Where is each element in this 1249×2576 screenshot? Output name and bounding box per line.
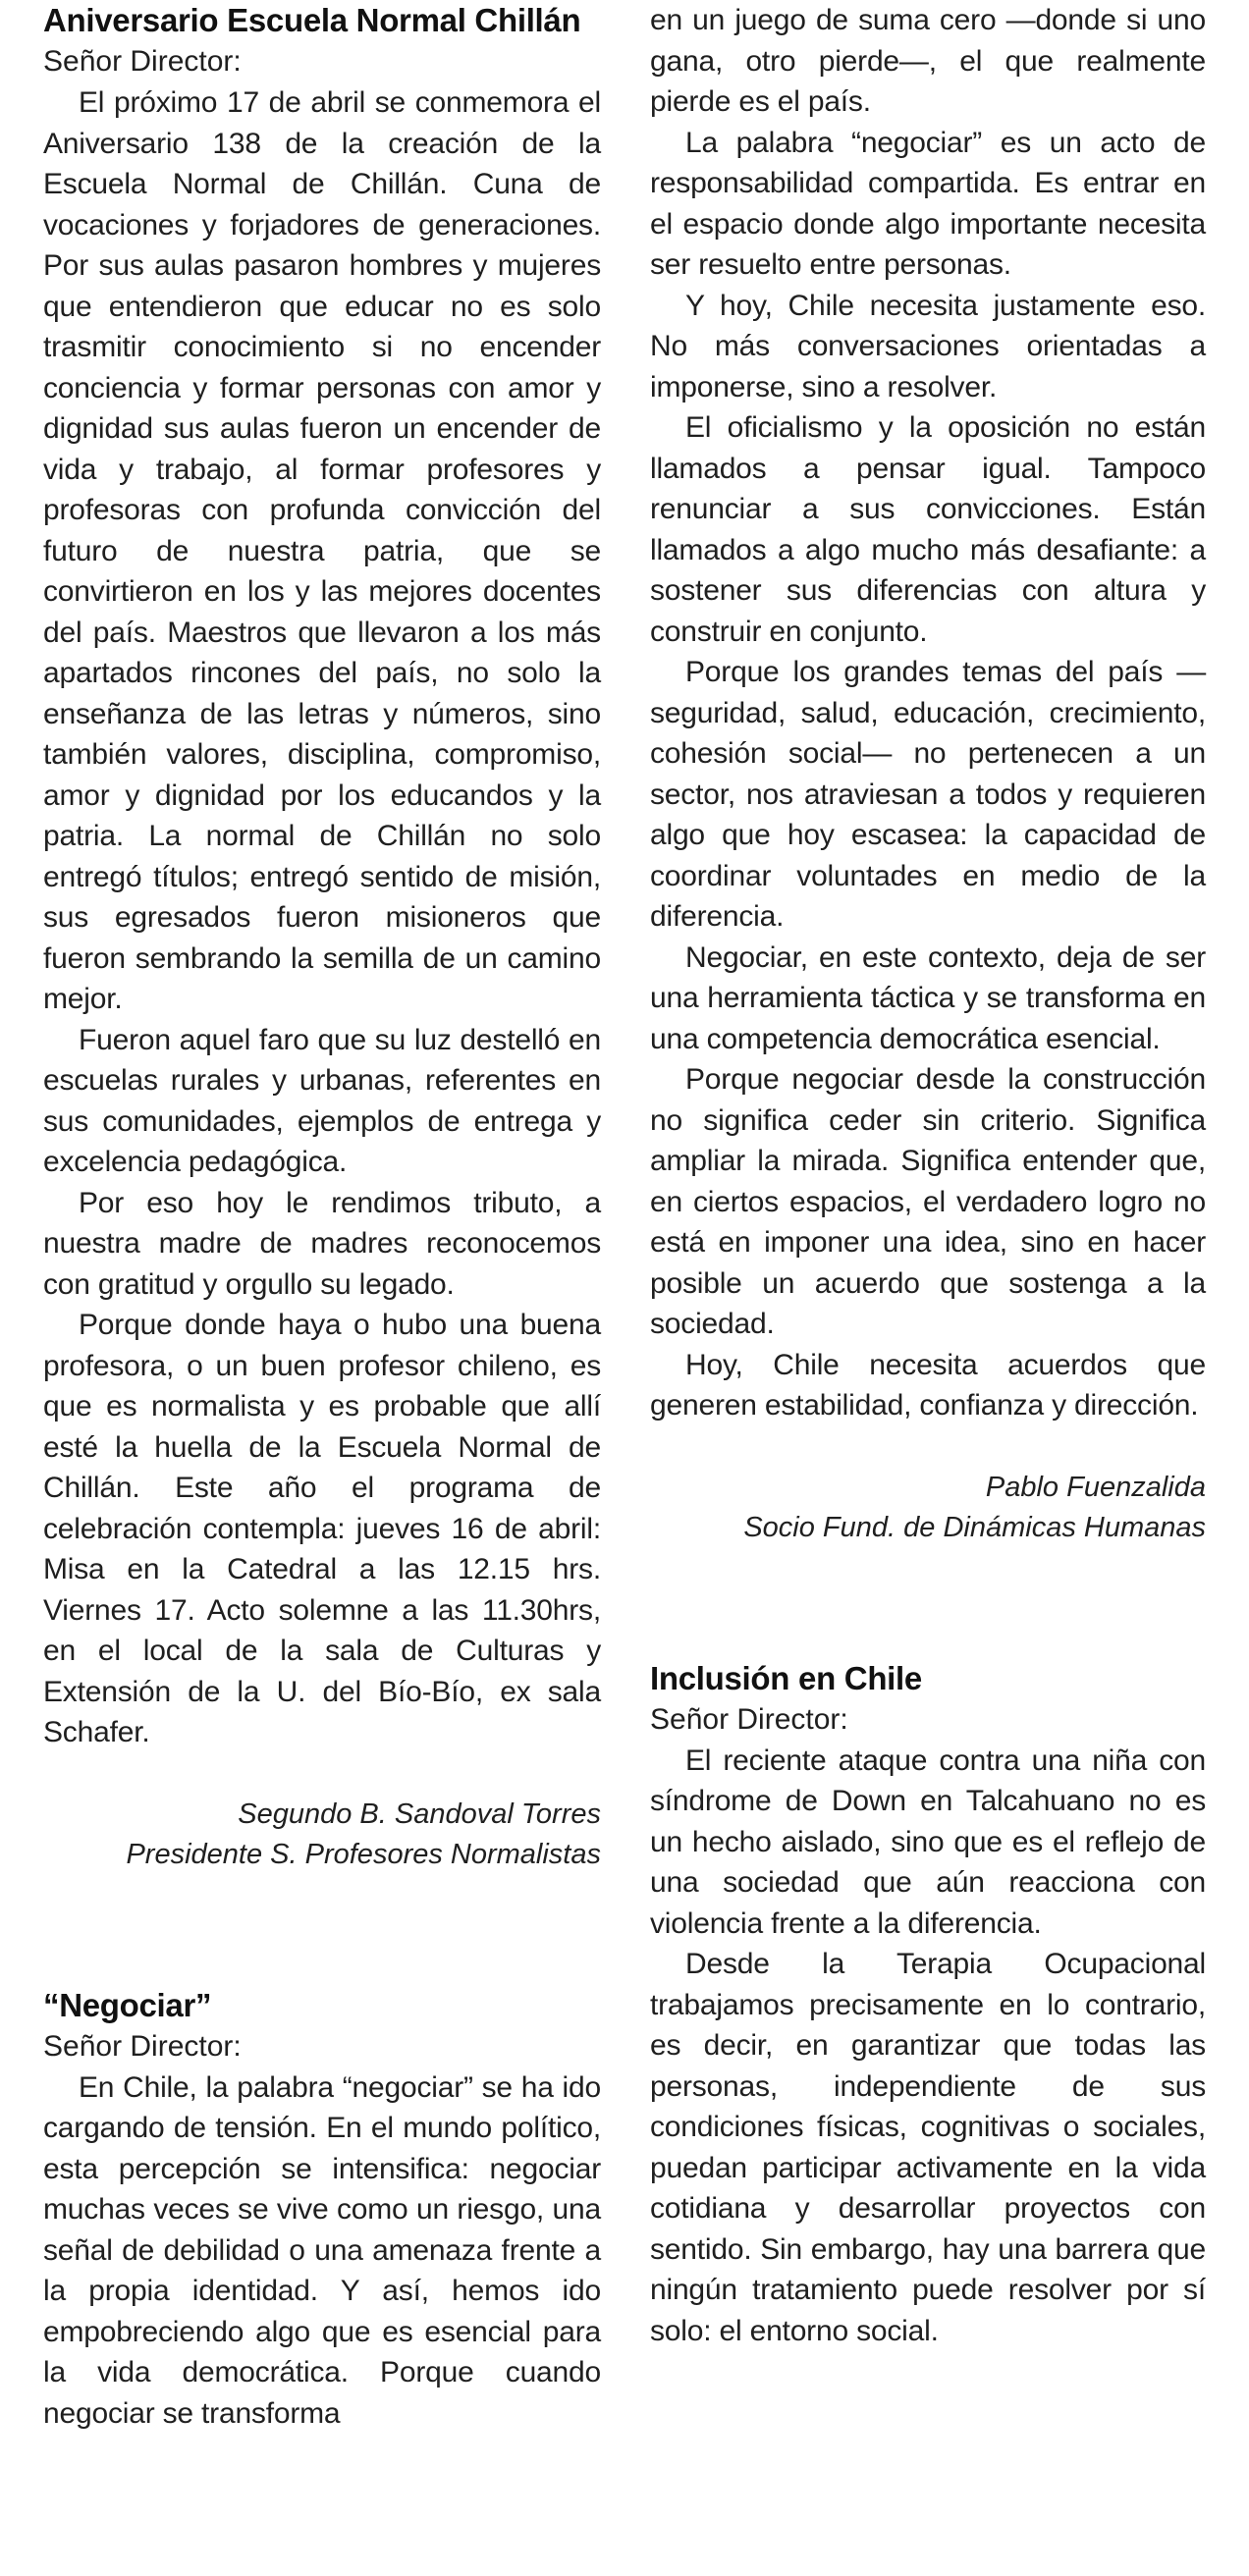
letter-paragraph: Por eso hoy le rendimos tributo, a nuestra madre de madres reconocemos con gratitud y orgullo su legado. [43,1186,601,1301]
letter-paragraph: El próximo 17 de abril se conmemora el Aniversario 138 de la creación de la Escuela Normal de Chillán. Cuna de vocaciones y forjadores de generaciones. Por sus aulas pasaron hombres y mujeres que entendieron que educar no es solo trasmitir conocimiento si no encender conciencia y formar personas con amor y dignidad sus aulas fueron un encender de vida y trabajo, al formar profesores y profesoras con profunda convicción del futuro de nuestra patria, que se convirtieron en los y las mejores docentes del país. Maestros que llevaron a los más apartados rincones del país, no solo la enseñanza de las letras y números, sino también valores, disciplina, compromiso, amor y dignidad por los educandos y la patria. La normal de Chillán no solo entregó títulos; entregó sentido de misión, sus egresados fueron misioneros que fueron sembrando la semilla de un camino mejor. [43,86,601,1015]
letter-paragraph: Porque donde haya o hubo una buena profesora, o un buen profesor chileno, es que es normalista y es probable que allí esté la huella de la Escuela Normal de Chillán. Este año el programa de celebración contempla: jueves 16 de abril: Misa en la Catedral a las 12.15 hrs. Viernes 17. Acto solemne a las 11.30hrs, en el local de la sala de Culturas y Extensión de la U. del Bío-Bío, ex sala Schafer. [43,1309,601,1748]
letter-salutation: Señor Director: [650,1702,848,1736]
signature-role: Socio Fund. de Dinámicas Humanas [743,1511,1206,1543]
letter-paragraph: Desde la Terapia Ocupacional trabajamos precisamente en lo contrario, es decir, en garantizar que todas las personas, independiente de sus condiciones físicas, cognitivas o sociales, puedan participar activamente en la vida cotidiana y desarrollar proyectos con sentido. Sin embargo, hay una barrera que ningún tratamiento puede resolver por sí solo: el entorno social. [650,1948,1206,2347]
signature-name: Pablo Fuenzalida [985,1471,1206,1503]
letter-paragraph-continuation: en un juego de suma cero —donde si uno gana, otro pierde—, el que realmente pierde es el país. [650,4,1206,118]
signature-name: Segundo B. Sandoval Torres [238,1798,601,1830]
letter-paragraph: Y hoy, Chile necesita justamente eso. No más conversaciones orientadas a imponerse, sino a resolver. [650,289,1206,403]
letter-signature [650,1468,1206,1548]
letter-salutation: Señor Director: [43,45,242,78]
letter-headline: Inclusión en Chile [650,1659,922,1696]
letter-headline: “Negociar” [43,1986,212,2023]
letter-paragraph: El oficialismo y la oposición no están llamados a pensar igual. Tampoco renunciar a sus convicciones. Están llamados a algo mucho más desafiante: a sostener sus diferencias con altura y construir en conjunto. [650,411,1206,648]
letter-signature [43,1795,601,1875]
letter-paragraph: Fueron aquel faro que su luz destelló en escuelas rurales y urbanas, referentes en sus comunidades, ejemplos de entrega y excelencia pedagógica. [43,1023,601,1178]
letter-aniversario [43,0,601,1875]
letter-paragraph: Porque negociar desde la construcción no significa ceder sin criterio. Significa ampliar la mirada. Significa entender que, en ciertos espacios, el verdadero logro no está en imponer una idea, sino en hacer posible un acuerdo que sostenga a la sociedad. [650,1063,1206,1340]
letter-inclusion [650,1658,1206,2352]
letter-paragraph: La palabra “negociar” es un acto de responsabilidad compartida. Es entrar en el espacio donde algo importante necesita ser resuelto entre personas. [650,126,1206,281]
letter-paragraph: El reciente ataque contra una niña con síndrome de Down en Talcahuano no es un hecho aislado, sino que es el reflejo de una sociedad que aún reacciona con violencia frente a la diferencia. [650,1744,1206,1940]
letter-paragraph: En Chile, la palabra “negociar” se ha ido cargando de tensión. En el mundo político, esta percepción se intensifica: negociar muchas veces se vive como un riesgo, una señal de debilidad o una amenaza frente a la propia identidad. Y así, hemos ido empobreciendo algo que es esencial para la vida democrática. Porque cuando negociar se transforma [43,2070,601,2430]
letter-paragraph: Hoy, Chile necesita acuerdos que generen estabilidad, confianza y dirección. [650,1348,1206,1422]
signature-role: Presidente S. Profesores Normalistas [126,1838,601,1870]
letter-negociar [43,1985,601,2435]
letter-paragraph: Negociar, en este contexto, deja de ser una herramienta táctica y se transforma en una competencia democrática esencial. [650,940,1206,1055]
letter-headline: Aniversario Escuela Normal Chillán [43,2,581,38]
letter-paragraph: Porque los grandes temas del país —seguridad, salud, educación, crecimiento, cohesión social— no pertenecen a un sector, nos atraviesan a todos y requieren algo que hoy escasea: la capacidad de coordinar voluntades en medio de la diferencia. [650,656,1206,933]
left-column [43,0,601,2434]
letter-negociar-continued [650,0,1206,1548]
right-column [650,0,1206,2351]
letter-salutation: Señor Director: [43,2029,242,2063]
